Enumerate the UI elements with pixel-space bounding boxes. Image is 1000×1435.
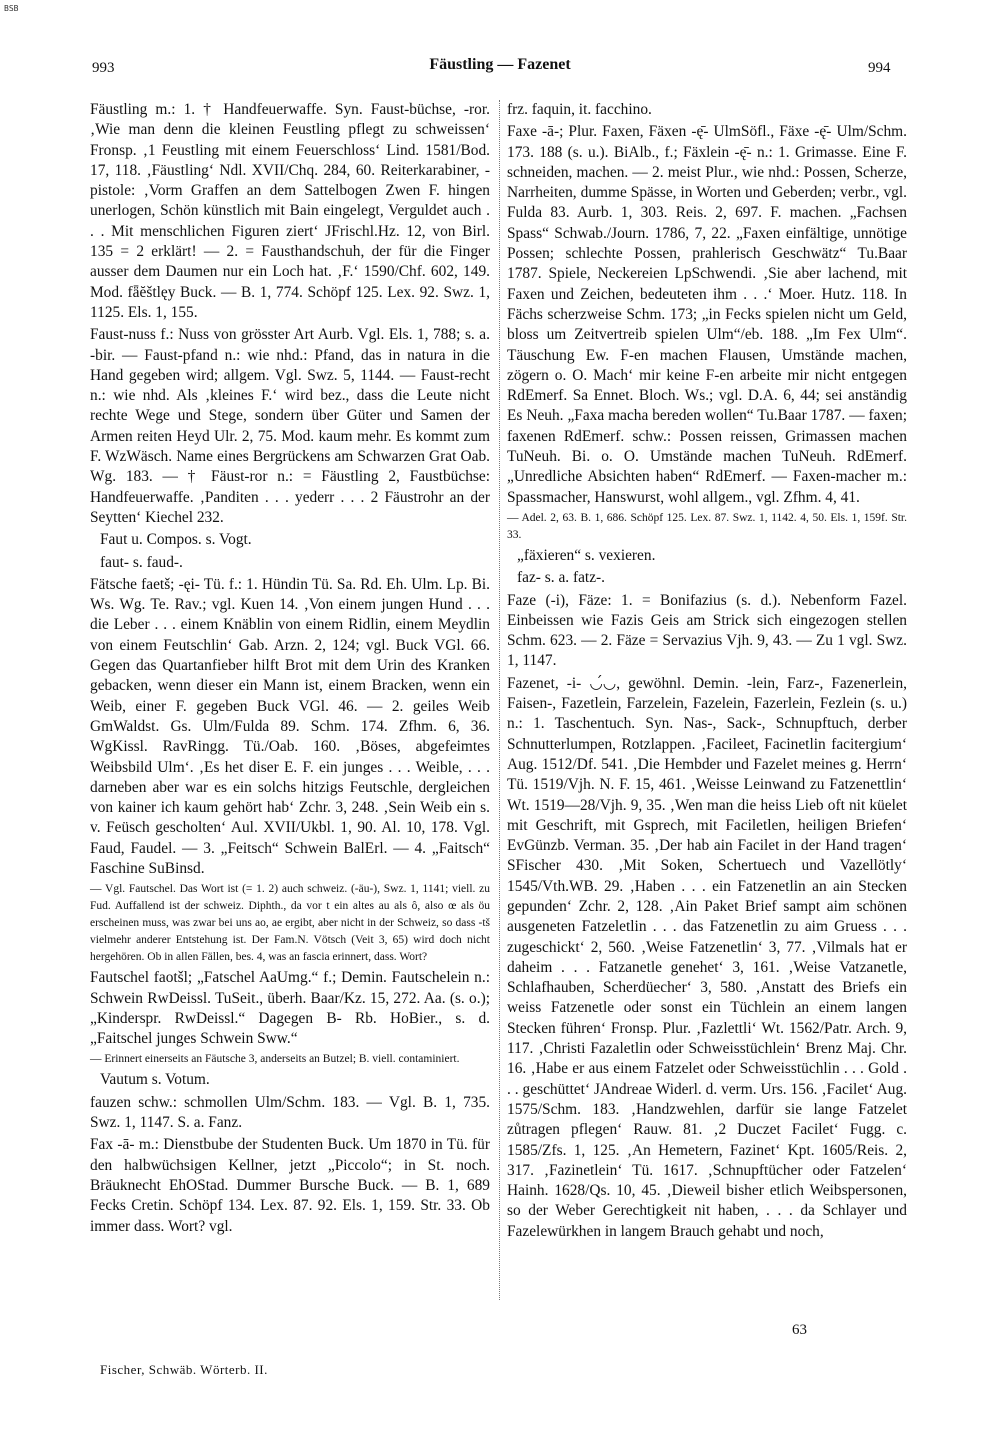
left-column — [90, 100, 490, 1239]
etymology-note-fautschel: — Erinnert einerseits an Fäutsche 3, anderseits an Butzel; B. viell. contaminiert. — [90, 1053, 460, 1066]
entry-fazenet: Fazenet, -i- ◡́◡, gewöhnl. Demin. -lein, Farz-, Fazenerlein, Faisen-, Fazetlein, Farzelein, Fazelein, Fazerlein, Fezlein (s. u.) n.: 1. Taschentuch. Syn. Nas-, Sack-, Schnupftuch, derber Schnutterlumpen, Rotzlappen. ‚Facileet, Facinetlin facitergium‘ Aug. 1512/Df. 541. ‚Die Hembder und Fazelet meines g. Herrn‘ Tü. 1519/Vjh. N. F. 15, 461. ‚Weisse Leinwand zu Fatzenettlin‘ Wt. 1519—28/Vjh. 9, 35. ‚Wen man die heiss Lieb oft nit küelet mit Geschrift, mit Gsprech, mit Faciletlen, heiligen Briefen‘ EvGünzb. Verman. 35. ‚Der hab ain Facilet in der Hand tragen‘ SFischer 430. ‚Mit Soken, Schertuech und Vazellötly‘ 1545/Vth.WB. 29. ‚Haben . . . ein Fatzenetlin an ain Stecken gepunden‘ Zchr. 2, 128. ‚Ain Paket Brief sampt aim schönen ausgeneten Fatzeletlin . . . das Fatzenetlin zu aim Gruess . . . zugeschickt‘ 2, 560. ‚Weise Fatzenetlin‘ 3, 77. ‚Vilmals hat er daheim . . . Fatzanetle genehet‘ 3, 161. ‚Weise Vatzanetle, Schlafhauben, Scherdüecher‘ 3, 580. ‚Anstatt des Briefs ein weiss Fatzenetle oder sonst ein Tüchlein an einem langen Stecken führen‘ Fronsp. Plur. ‚Fazlettli‘ Wt. 1562/Patr. Arch. 9, 117. ‚Christi Fazaletlin oder Schweisstüchlein‘ Brenz Maj. Chr. 16. ‚Habe er aus einem Fatzelet oder Schweisstüchlin . . . Gold . . . geschüttet‘ JAndreae Widerl. d. verm. Urs. 156. ‚Facilet‘ Aug. 1575/Schm. 183. ‚Handzwehlen, darfür sie lange Fatzelet zůtragen pflegen‘ Rauw. 81. ‚2 Duczet Facilet‘ Fugg. c. 1585/Zfs. 1, 125. ‚An Hemetern, Fazinet‘ Kpt. 1605/Reis. 2, 317. ‚Fazinetlein‘ Tü. 1617. ‚Schnupftücher oder Fatzelen‘ Hainh. 1628/Qs. 10, 45. ‚Dieweil bisher etlich Weibspersonen, so der Weber Gerechtigkeit nit haben, . . . da Schlayer und Fazelewürkhen in langem Brauch gehabt und noch, — [507, 674, 907, 1240]
running-title: Fäustling — Fazenet — [429, 56, 571, 73]
entry-faetsche: Fätsche faetš; -ęi- Tü. f.: 1. Hündin Tü. Sa. Rd. Eh. Ulm. Lp. Bi. Ws. Wg. Te. Rav.; vgl. Kuen 14. ‚Von einem jungen Hund . . . die Leber . . . einem Knäblin von einem Ridlin, einem Meydlin von einem Feutschlin‘ Gab. Arzn. 2, 124; vgl. Buck VGl. 66. Gegen das Quartanfieber hilft Brot mit dem Urin des Kranken gebacken, wenn dieser ein Mann ist, einem Bracken, wenn ein Weib, einer F. gegeben Buck VGl. 46. — 2. geiles Weib GmWaldst. Gs. Ulm/Fulda 89. Schm. 174. Zfhm. 6, 36. WgKissl. RavRingg. Tü./Oab. 160. ‚Böses, abgefeimtes Weibsbild Ulm‘. ‚Es het diser E. F. ein junges . . . Weible, . . . darneben aber war es ein solchs hitzigs Feutschle, dergleichen von kainer ich kaum gehört hab‘ Zchr. 3, 248. ‚Sein Weib ein s. v. Feüsch gescholten‘ Aul. XVII/Ukbl. 1, 90. Al. 10, 178. Vgl. Faud, Faudel. — 3. „Feitsch“ Schwein BalErl. — 4. „Faitsch“ Faschine SuBinsd. — [90, 575, 490, 877]
page-number-left: 993 — [92, 60, 115, 76]
entry-faut-ref: faut- s. faud-. — [100, 553, 183, 571]
reference-note-faxe: — Adel. 2, 63. B. 1, 686. Schöpf 125. Lex. 87. Swz. 1, 1142. 4, 50. Els. 1, 159f. Str. 33. — [507, 511, 907, 541]
right-column — [507, 100, 907, 1244]
entry-fauzen: fauzen schw.: schmollen Ulm/Schm. 183. — Vgl. B. 1, 735. Swz. 1, 1147. S. a. Fanz. — [90, 1093, 490, 1132]
entry-faz: faz- s. a. fatz-. — [517, 569, 606, 587]
entry-faeustling: Fäustling m.: 1. † Handfeuerwaffe. Syn. Faust-büchse, -ror. ‚Wie man denn die kleinen Feustling pflegt zu schweissen‘ Fronsp. ‚1 Feustling mit einem Feuerschloss‘ Lind. 1581/Bod. 17, 118. ‚Fäustling‘ Ndl. XVII/Chq. 284, 60. Reiterkarabiner, -pistole: ‚Vorm Graffen an dem Sattelbogen Zwen F. hingen unerlogen, Schön künstlich mit Bain eingelegt, Verguldet auch . . . Mit menschlichen Figuren ziert‘ JFrischl.Hz. 12, von Birl. 135 = 2 erklärt! — 2. = Fausthandschuh, der für die Finger ausser dem Daumen nur ein Loch hat. ‚F.‘ 1590/Chf. 602, 149. Mod. fǟĕštlęy Buck. — B. 1, 774. Schöpf 125. Lex. 92. Swz. 1, 1125. Els. 1, 155. — [90, 101, 490, 321]
entry-faexieren: „fäxieren“ s. vexieren. — [517, 546, 656, 564]
page-number-right: 994 — [868, 60, 891, 76]
etymology-note-faetsche: — Vgl. Fautschel. Das Wort ist (= 1. 2) auch schweiz. (-äu-), Swz. 1, 1141; viell. zu Fud. Auffallend ist der schweiz. Diphth., da vor t ein altes au als ô, also œ als öu erscheinen muss, was zwar bei uns ao, ae ergibt, aber nicht in der Schweiz, so dass -tš vielmehr anderer Entstehung ist. Der Fam.N. Vötsch (Veit 3, 65) wird doch nicht hergehören. Ob in allen Fällen, bes. 4, was an fascia erinnert, dass. Wort? — [90, 883, 490, 964]
entry-fautschel: Fautschel faotšl; „Fatschel AaUmg.“ f.; Demin. Fautschelein n.: Schwein RwDeissl. TuSeit., überh. Baar/Kz. 15, 272. Aa. (s. o.); „Kinderspr. RwDeissl.“ Dagegen B- Rb. HoBier., s. d. „Faitschel junges Schwein Sww.“ — [90, 969, 490, 1048]
entry-faxe: Faxe -ā-; Plur. Faxen, Fäxen -ę̄- UlmSöfl., Fäxe -ę̄- Ulm/Schm. 173. 188 (s. u.). BiAlb., f.; Fäxlein -ę̄- n.: 1. Grimasse. Eine F. schneiden, machen. — 2. meist Plur., wie nhd.: Possen, Scherze, Narrheiten, dumme Spässe, in Worten und Geberden; verbr., vgl. Fulda 83. Aurb. 1, 303. Reis. 2, 697. F. machen. „Fachsen Spass“ Schwab./Journ. 1786, 7, 22. „Faxen einfältige, unnötige Possen; schlechte Possen, prahlerisch Geschwätz“ Tu.Baar 1787. Spiele, Neckereien LpSchwendi. ‚Sie aber lachend, mit Faxen und Zeichen, bedeuteten ihm . . .‘ Moer. Hutz. 118. In Fächs scherzweise Schm. 173; „in Fecks spielen nicht um Geld, bloss um Zeitvertreib spielen Ulm“/eb. 188. „Im Fex Ulm“. Täuschung Ew. F-en machen Flausen, Umstände machen, zögern o. O. Mach‘ mir keine F-en arbeite mir nicht entgegen RdEmerf. Sa Ennet. Bloch. Ws.; vgl. D.A. 6, 44; sei anständig Es Neuh. „Faxa macha bereden wollen“ Tu.Baar 1787. — faxen; faxenen RdEmerf. schw.: Possen reissen, Grimassen machen TuNeuh. Bi. o. O. Umstände machen TuNeuh. RdEmerf. „Unredliche Absichten haben“ RdEmerf. — Faxen-macher m.: Spassmacher, Hanswurst, wohl allgem., vgl. Zfhm. 4, 41. — [507, 123, 907, 506]
sheet-number: 63 — [792, 1322, 807, 1338]
footer-signature: Fischer, Schwäb. Wörterb. II. — [100, 1362, 268, 1377]
entry-fax-continuation: frz. faquin, it. facchino. — [507, 101, 652, 118]
entry-faut: Faut u. Compos. s. Vogt. — [100, 531, 252, 549]
entry-faust-nuss: Faust-nuss f.: Nuss von grösster Art Aurb. Vgl. Els. 1, 788; s. a. -bir. — Faust-pfand n.: wie nhd.: Pfand, das in naturа in die Hand gegeben wird; allgem. Vgl. Swz. 5, 1144. — Faust-recht n.: wie nhd. Als ‚kleines F.‘ wird bez., dass die Leute nicht rechte Wege und Stege, sondern über Güter und Samen der Armen reiten Heyd Ulr. 2, 75. Mod. kaum mehr. Es kommt zum F. WzWäsch. Name eines Bergrückens am Schwarzen Grat Oab. Wg. 183. — † Fäust-ror n.: = Fäustling 2, Faustbüchse: Handfeuerwaffe. ‚Panditen . . . yederr . . . 2 Fäustrohr an der Seytten‘ Kiechel 232. — [90, 326, 490, 526]
entry-fax: Fax -ā- m.: Dienstbube der Studenten Buck. Um 1870 in Tü. für den halbwüchsigen Kellner, jetzt „Piccolo“; in St. noch. Bräuknecht EhOStad. Dummer Bursche Buck. — B. 1, 689 Fecks Cretin. Schöpf 134. Lex. 87. 92. Els. 1, 159. Str. 33. Ob immer dass. Wort? vgl. — [90, 1136, 490, 1235]
entry-vautum: Vautum s. Votum. — [100, 1071, 210, 1089]
library-stamp: BSB — [4, 4, 19, 13]
entry-faze: Faze (-i), Fäze: 1. = Bonifazius (s. d.). Nebenform Fazel. Einbeissen wie Fazis Geis am Strick sich eingezogen stellen Schm. 623. — 2. Fäze = Servazius Vjh. 9, 43. — Zu 1 vgl. Swz. 1, 1147. — [507, 591, 907, 670]
column-divider — [499, 100, 500, 1300]
